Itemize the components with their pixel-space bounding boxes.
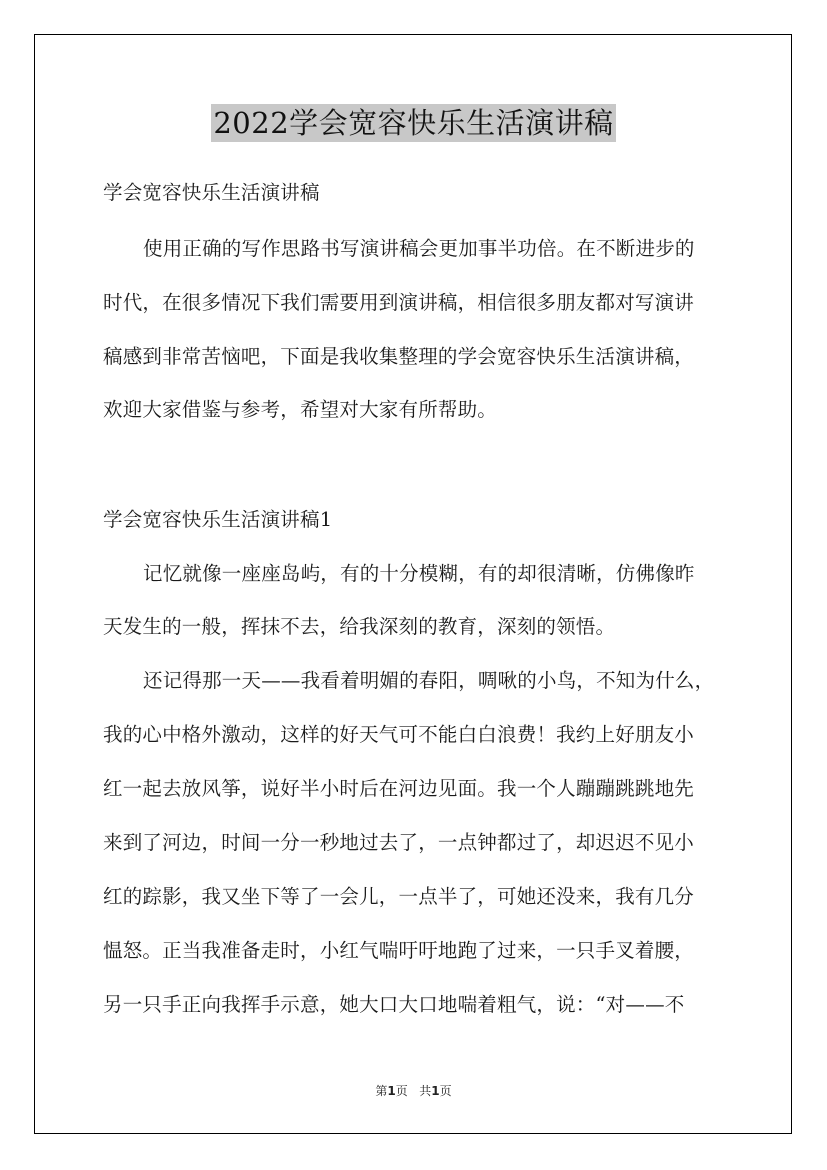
document-title: 2022学会宽容快乐生活演讲稿	[213, 106, 614, 140]
section-heading: 学会宽容快乐生活演讲稿1	[103, 508, 333, 531]
para1-line-1: 记忆就像一座座岛屿，有的十分模糊，有的却很清晰，仿佛像昨	[143, 562, 695, 585]
para1-line-2: 天发生的一般，挥抹不去，给我深刻的教育，深刻的领悟。	[103, 615, 616, 638]
intro-line-4: 欢迎大家借鉴与参考，希望对大家有所帮助。	[103, 398, 498, 421]
footer-total-prefix: 共	[419, 1084, 432, 1098]
intro-line-3: 稿感到非常苦恼吧，下面是我收集整理的学会宽容快乐生活演讲稿，	[103, 345, 695, 368]
para2-line-5: 红的踪影，我又坐下等了一会儿，一点半了，可她还没来，我有几分	[103, 885, 695, 908]
footer-total-number: 1	[431, 1084, 440, 1098]
para2-line-7: 另一只手正向我挥手示意，她大口大口地喘着粗气，说：“对——不	[103, 993, 685, 1016]
footer-page-suffix: 页	[395, 1084, 408, 1098]
footer-page-number: 1	[387, 1084, 396, 1098]
para2-line-4: 来到了河边，时间一分一秒地过去了，一点钟都过了，却迟迟不见小	[103, 831, 695, 854]
title-container	[0, 104, 827, 142]
document-subtitle: 学会宽容快乐生活演讲稿	[103, 181, 320, 204]
para2-line-3: 红一起去放风筝，说好半小时后在河边见面。我一个人蹦蹦跳跳地先	[103, 777, 695, 800]
intro-line-1: 使用正确的写作思路书写演讲稿会更加事半功倍。在不断进步的	[143, 237, 695, 260]
para2-line-1: 还记得那一天——我看着明媚的春阳，啁啾的小鸟，不知为什么，	[143, 669, 715, 692]
page-footer	[0, 1082, 827, 1099]
footer-total-suffix: 页	[439, 1084, 452, 1098]
intro-line-2: 时代，在很多情况下我们需要用到演讲稿，相信很多朋友都对写演讲	[103, 291, 695, 314]
footer-page-prefix: 第	[375, 1084, 388, 1098]
para2-line-6: 愠怒。正当我准备走时，小红气喘吁吁地跑了过来，一只手叉着腰，	[103, 939, 695, 962]
para2-line-2: 我的心中格外激动，这样的好天气可不能白白浪费！我约上好朋友小	[103, 723, 695, 746]
